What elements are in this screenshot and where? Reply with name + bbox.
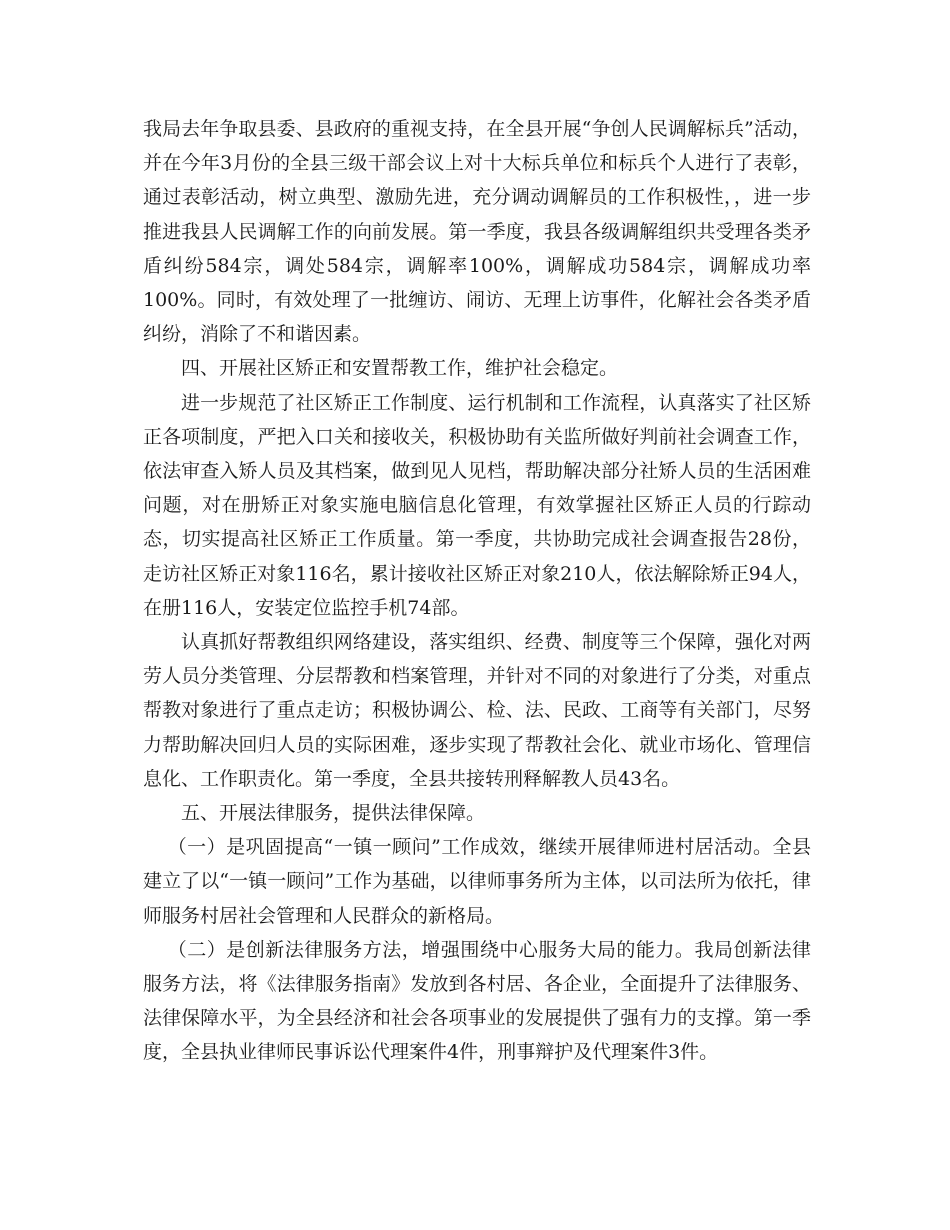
section-heading-community-correction: 四、开展社区矫正和安置帮教工作，维护社会稳定。 — [181, 357, 619, 380]
paragraph-mediation-summary: 我局去年争取县委、县政府的重视支持，在全县开展“争创人民调解标兵”活动，并在今年3月份的全县三级干部会议上对十大标兵单位和标兵个人进行了表彰，通过表彰活动，树立典型、激励先进，充分调动调解员的工作积极性，，进一步推进我县人民调解工作的向前发展。第一季度，我县各级调解组织共受理各类矛盾纠纷584宗，调处584宗，调解率100%，调解成功584宗，调解成功率100%。同时，有效处理了一批缠访、闹访、无理上访事件，化解社会各类矛盾纠纷，消除了不和谐因素。 — [143, 118, 811, 346]
paragraph-community-correction: 进一步规范了社区矫正工作制度、运行机制和工作流程，认真落实了社区矫正各项制度，严把入口关和接收关，积极协助有关监所做好判前社会调查工作，依法审查入矫人员及其档案，做到见人见档，帮助解决部分社矫人员的生活困难问题，对在册矫正对象实施电脑信息化管理，有效掌握社区矫正人员的行踪动态，切实提高社区矫正工作质量。第一季度，共协助完成社会调查报告28份，走访社区矫正对象116名，累计接收社区矫正对象210人，依法解除矫正94人，在册116人，安装定位监控手机74部。 — [143, 391, 811, 619]
paragraph-resettlement-assistance: 认真抓好帮教组织网络建设，落实组织、经费、制度等三个保障，强化对两劳人员分类管理、分层帮教和档案管理，并针对不同的对象进行了分类，对重点帮教对象进行了重点走访；积极协调公、检、法、民政、工商等有关部门，尽努力帮助解决回归人员的实际困难，逐步实现了帮教社会化、就业市场化、管理信息化、工作职责化。第一季度，全县共接转刑释解教人员43名。 — [143, 631, 811, 790]
document-body — [143, 112, 811, 1070]
paragraph-legal-advisor-program: （一）是巩固提高“一镇一顾问”工作成效，继续开展律师进村居活动。全县建立了以“一镇一顾问”工作为基础，以律师事务所为主体，以司法所为依托，律师服务村居社会管理和人民群众的新格局。 — [143, 836, 811, 927]
paragraph-legal-service-innovation: （二）是创新法律服务方法，增强围绕中心服务大局的能力。我局创新法律服务方法，将《法律服务指南》发放到各村居、各企业，全面提升了法律服务、法律保障水平，为全县经济和社会各项事业的发展提供了强有力的支撑。第一季度，全县执业律师民事诉讼代理案件4件，刑事辩护及代理案件3件。 — [143, 938, 811, 1064]
section-heading-legal-services: 五、开展法律服务，提供法律保障。 — [181, 802, 486, 825]
